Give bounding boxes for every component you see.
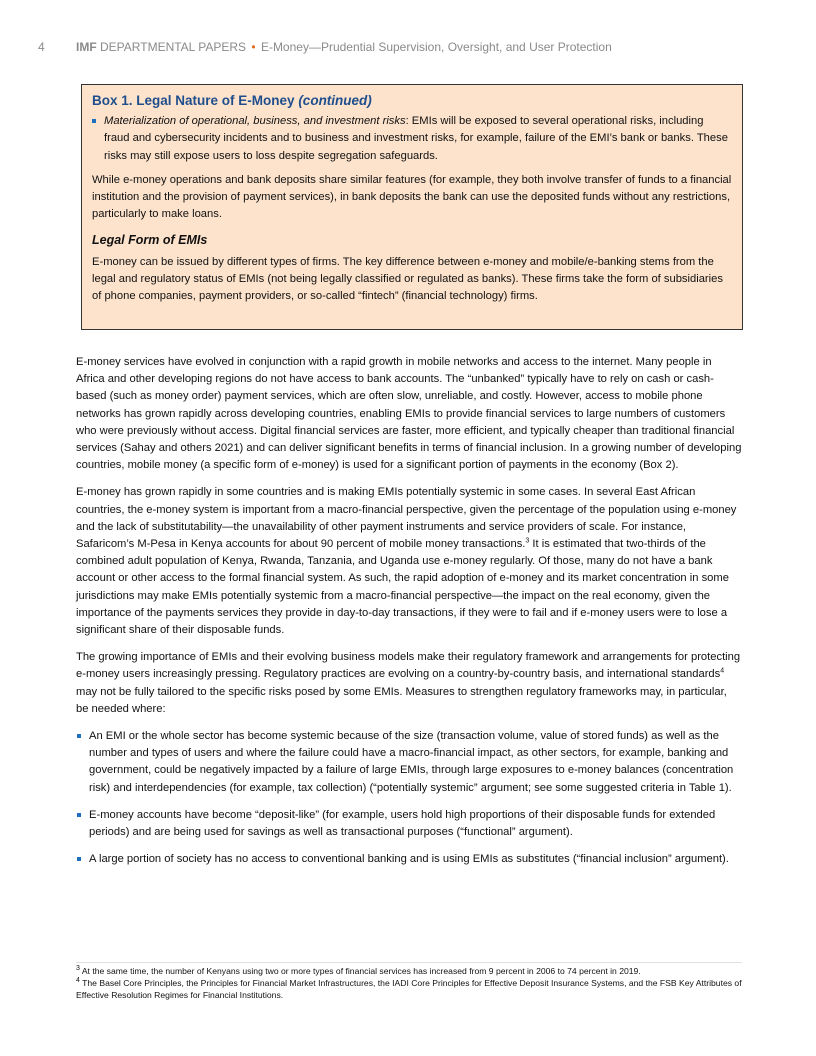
square-bullet-icon [77, 734, 81, 738]
footnote-text: The Basel Core Principles, the Principles for Financial Market Infrastructures, the IADI Core Principles for Effective Deposit Insurance Systems, and the FSB Key Attributes of Effective Resolution Regimes for Financial Institutions. [76, 978, 742, 1000]
box-title-suffix: (continued) [298, 93, 372, 108]
list-item-text: An EMI or the whole sector has become systemic because of the size (transaction volume, value of stored funds) as well as the number and types of users and where the failure could have a macro-financial impact, as other sectors, for example, banking and government, could be negatively impacted by a failure of large EMIs, through large exposures to e-money balances (concentration risk) and interdependencies (for example, tax collection) (“potentially systemic” argument; see some suggested criteria in Table 1). [89, 730, 734, 794]
box-1-legal-nature [81, 84, 743, 330]
bullet-lead: Materialization of operational, business, and investment risks [104, 115, 406, 128]
p2-text-a: E-money has grown rapidly in some countries and is making EMIs potentially systemic in some cases. In several East African countries, the e-money system is important from a macro-financial perspective, given the percentage of the population using e-money and the lack of substitutability—the unavailability of other payment instruments and service providers of scale. For instance, Safaricom’s M-Pesa in Kenya accounts for about 90 percent of mobile money transactions. [76, 486, 737, 551]
footnote-ref-3[interactable]: 3 [525, 537, 530, 545]
page-number: 4 [38, 40, 45, 54]
list-item-text: E-money accounts have become “deposit-like” (for example, users hold high proportions of their disposable funds for extended periods) and are being used for savings as well as transactional purposes (“functional” argument). [89, 808, 716, 839]
square-bullet-icon [77, 857, 81, 861]
footnote-number: 3 [76, 965, 80, 973]
p3-text-a: The growing importance of EMIs and their evolving business models make their regulatory framework and arrangements for protecting e-money users increasingly pressing. Regulatory practices are evolving on a country-by-country basis, and international standards [76, 651, 741, 681]
box-title-text: Box 1. Legal Nature of E-Money [92, 93, 295, 108]
footnote-number: 4 [76, 977, 80, 985]
list-item-text: A large portion of society has no access to conventional banking and is using EMIs as substitutes (“financial inclusion” argument). [89, 853, 729, 866]
box-paragraph: While e-money operations and bank deposits share similar features (for example, they both involve transfer of funds to a financial institution and the provision of payment services), in bank deposits the bank can use the deposited funds without any restrictions, particularly to make loans. [92, 173, 732, 221]
body-bullet-list [76, 728, 742, 868]
box-bullet-list [92, 113, 732, 165]
bullet-text: : EMIs will be exposed to several operational risks, including fraud and cybersecurity incidents and to business and investment risks, for example, failure of the EMI’s bank or banks. These risks may still expose users to loss despite segregation safeguards. [104, 115, 728, 162]
square-bullet-icon [92, 119, 96, 123]
p3-text-b: may not be fully tailored to the specific risks posed by some EMIs. Measures to strengthen regulatory frameworks may, in particular, be needed where: [76, 685, 727, 715]
square-bullet-icon [77, 813, 81, 817]
body-paragraph-2 [76, 484, 742, 639]
p2-text-b: It is estimated that two-thirds of the combined adult population of Kenya, Rwanda, Tanzania, and Uganda use e-money regularly. Of those, many do not have a bank account or other access to the formal financial system. As such, the rapid adoption of e-money and its market concentration in some jurisdictions may make EMIs potentially systemic from a macro-financial perspective—the impact on the real economy, given the importance of the payments services they provide in day-to-day transactions, if they were to fail and if e-money users were to lose a significant share of their disposable funds. [76, 538, 729, 637]
footnote-3 [76, 965, 742, 977]
footnotes [76, 962, 742, 1001]
body-paragraph-1: E-money services have evolved in conjunction with a rapid growth in mobile networks and access to the internet. Many people in Africa and other developing regions do not have access to bank accounts. The “unbanked” typically have to rely on cash or cash-based (such as money order) payment services, which are often slow, unreliable, and costly. However, access to mobile phone networks has grown rapidly across developing countries, enabling EMIs to provide financial services to large numbers of customers who were previously without access. Digital financial services are faster, more efficient, and typically cheaper than traditional financial services (Sahay and others 2021) and can deliver significant benefits in terms of financial inclusion. In a growing number of developing countries, mobile money (a specific form of e-money) is used for a significant portion of payments in the economy (Box 2). [76, 356, 742, 472]
list-item [76, 728, 742, 797]
main-body [76, 354, 742, 878]
footnote-4 [76, 977, 742, 1001]
box-paragraph-2: E-money can be issued by different types of firms. The key difference between e-money and mobile/e-banking stems from the legal and regulatory status of EMIs (not being legally classified or regulated as banks). These firms take the form of subsidiaries of phone companies, payment providers, or so-called “fintech” (financial technology) firms. [92, 255, 723, 303]
box-bullet-item [92, 113, 732, 165]
footnote-text: At the same time, the number of Kenyans using two or more types of financial services has increased from 9 percent in 2006 to 74 percent in 2019. [79, 966, 641, 976]
list-item [76, 851, 742, 868]
box-subheading: Legal Form of EMIs [92, 233, 208, 248]
footnote-ref-4[interactable]: 4 [720, 667, 725, 675]
series-name: IMF [76, 40, 97, 54]
document-title: E-Money—Prudential Supervision, Oversight, and User Protection [260, 40, 612, 54]
running-header [38, 40, 612, 54]
list-item [76, 807, 742, 841]
series-name-rest: DEPARTMENTAL PAPERS [96, 40, 247, 54]
body-paragraph-3 [76, 649, 742, 718]
header-separator: • [251, 40, 256, 54]
box-title [92, 92, 732, 109]
